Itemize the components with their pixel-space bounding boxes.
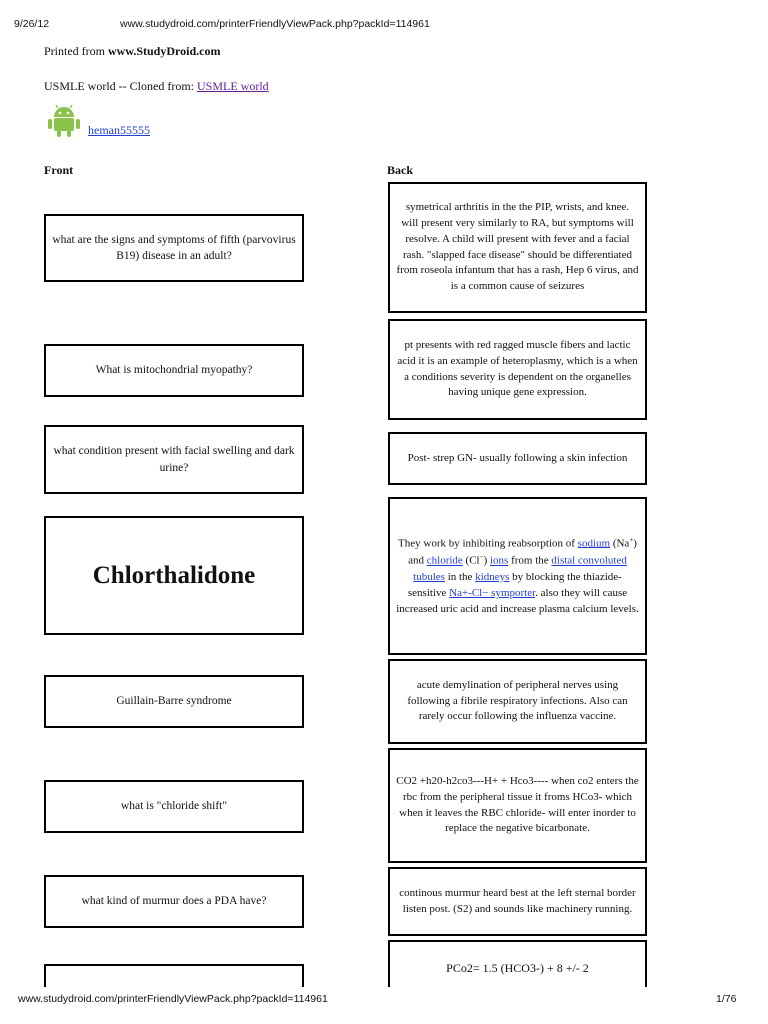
printed-from	[44, 44, 220, 59]
card-back-5: acute demylination of peripheral nerves using following a fibrile respiratory infections. Also can rarely occur following the influenza vaccine.	[388, 659, 647, 744]
card-back-3: Post- strep GN- usually following a skin infection	[388, 432, 647, 485]
card-back-7: continous murmur heard best at the left sternal border listen post. (S2) and sounds like machinery running.	[388, 867, 647, 936]
print-url: www.studydroid.com/printerFriendlyViewPack.php?packId=114961	[120, 18, 430, 30]
text-segment: (Cl	[462, 554, 480, 567]
card-front-4: Chlorthalidone	[44, 516, 304, 635]
page-number: 1/76	[716, 993, 737, 1005]
card-back-8: PCo2= 1.5 (HCO3-) + 8 +/- 2	[388, 940, 647, 1004]
ions-link[interactable]: ions	[489, 554, 509, 567]
text-segment: from the	[508, 554, 552, 567]
card-back-6: CO2 +h20-h2co3---H+ + Hco3---- when co2 enters the rbc from the peripheral tissue it froms HCo3- which when it leaves the RBC chloride- will enter inorder to replace the negative bicarbonate.	[388, 748, 647, 863]
cloned-from-link[interactable]: USMLE world	[196, 79, 269, 93]
text-segment: by blocking the thiazide-sensitive	[407, 570, 622, 599]
pack-title	[44, 79, 269, 94]
card-front-6: what is "chloride shift"	[44, 780, 304, 833]
card-front-2: What is mitochondrial myopathy?	[44, 344, 304, 397]
card-front-5: Guillain-Barre syndrome	[44, 675, 304, 728]
user-link[interactable]: heman55555	[88, 123, 150, 137]
superscript: +	[629, 535, 634, 544]
back-column-heading: Back	[387, 163, 414, 177]
printed-site: www.StudyDroid.com	[108, 44, 221, 58]
footer-url: www.studydroid.com/printerFriendlyViewPack.php?packId=114961	[18, 993, 328, 1005]
card-back-2: pt presents with red ragged muscle fibers and lactic acid it is an example of heteroplasmy, which is a when a conditions severity is dependent on the organelles having unique gene expression.	[388, 319, 647, 420]
kidneys-link[interactable]: kidneys	[475, 570, 510, 583]
card-front-7: what kind of murmur does a PDA have?	[44, 875, 304, 928]
superscript: −	[479, 553, 484, 562]
card-front-1: what are the signs and symptoms of fifth (parvovirus B19) disease in an adult?	[44, 214, 304, 282]
text-segment: in the	[444, 570, 476, 583]
symporter-link[interactable]: Na+-Cl− symporter	[449, 586, 536, 599]
sodium-link[interactable]: sodium	[577, 537, 611, 550]
text-segment: )	[483, 554, 490, 567]
text-segment: They work by inhibiting reabsorption of	[398, 537, 578, 550]
card-back-4	[388, 497, 647, 655]
front-column-heading: Front	[44, 163, 74, 177]
card-back-1: symetrical arthritis in the the PIP, wrists, and knee. will present very similarly to RA, but symptoms will resolve. A child will present with fever and a facial rash. "slapped face disease" should be differentiated from roseola infantum that has a rash, Hep 6 virus, and is a common cause of seizures	[388, 182, 647, 313]
text-segment: . also they will cause increased uric acid and increase plasma calcium levels.	[396, 586, 639, 615]
card-front-3: what condition present with facial swelling and dark urine?	[44, 425, 304, 494]
print-date: 9/26/12	[14, 18, 50, 30]
distal-convoluted-tubules-link[interactable]: distal convoluted tubules	[413, 554, 627, 583]
printed-prefix: Printed from	[44, 44, 108, 58]
card-back-4-text	[396, 535, 639, 618]
text-segment: (Na	[610, 537, 630, 550]
text-segment: ) and	[408, 537, 637, 567]
pack-title-text: USMLE world -- Cloned from:	[44, 79, 197, 93]
chloride-link[interactable]: chloride	[426, 554, 463, 567]
android-icon	[44, 104, 84, 138]
